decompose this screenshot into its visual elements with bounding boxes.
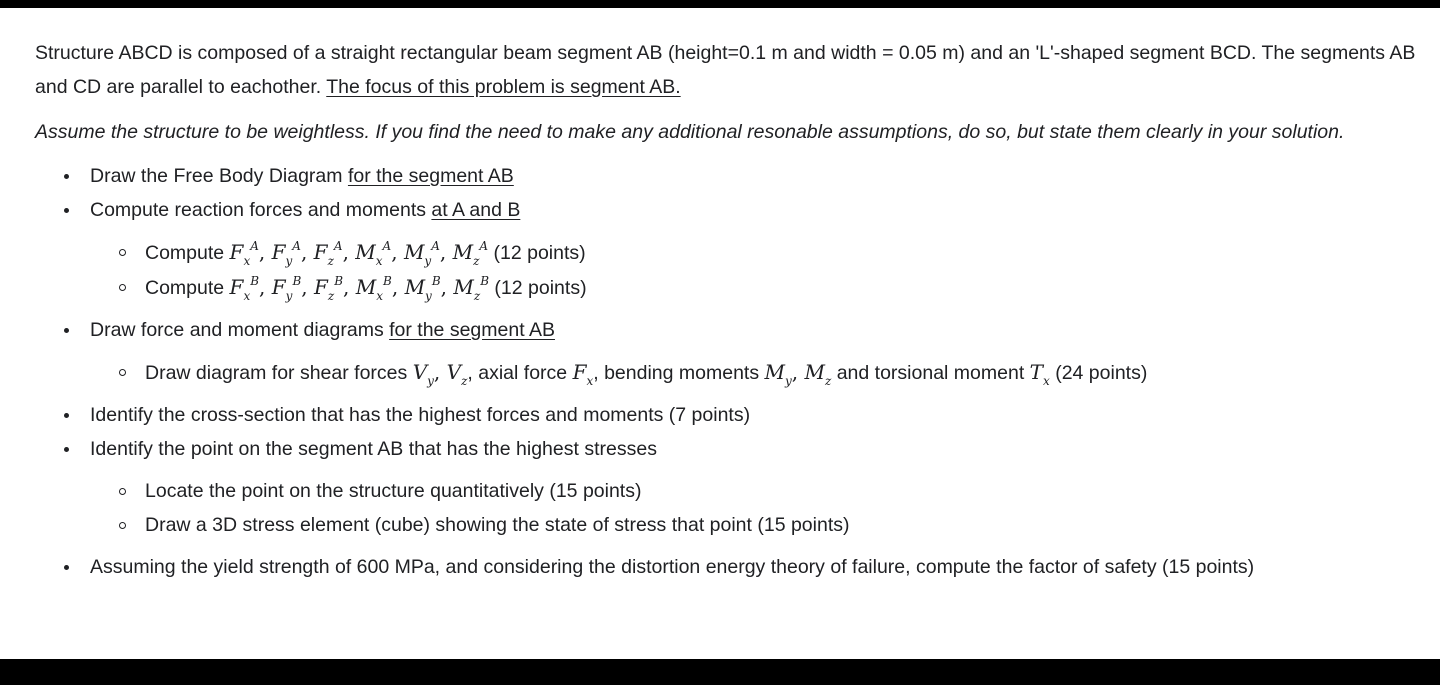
intro-text: Structure ABCD is composed of a straight rectangular beam segment AB (height=0.1 m and width = 0.05 m) and an 'L'-shaped segment BCD. The segments AB and CD are parallel to eachother. <box>35 42 1416 98</box>
assumption-paragraph: Assume the structure to be weightless. If you find the need to make any additional resonable assumptions, do so, but state them clearly in your solution. <box>35 121 1345 143</box>
list-item: Identify the point on the segment AB that has the highest stresses Locate the point on the structure quantitatively (15 points) Draw a 3D stress element (cube) showing the state of stress that point (15 points) <box>35 432 1430 542</box>
list-item: Assuming the yield strength of 600 MPa, and considering the distortion energy theory of failure, compute the factor of safety (15 points) <box>35 550 1430 584</box>
document-page <box>0 8 1440 659</box>
list-item: Identify the cross-section that has the highest forces and moments (7 points) <box>35 398 1430 432</box>
sub-task-list <box>90 474 1430 542</box>
math-reactions-a: $F_x^A$, $F_y^A$, $F_z^A$, $M_x^A$, $M_y^A$, $M_z^A$ <box>229 239 489 268</box>
list-item: Draw force and moment diagrams for the segment AB Draw diagram for shear forces $V_y$, $V_z$, axial force $F_x$, bending moments $M_y$, $M_z$ and torsional moment $T_x$ (24 points) <box>35 313 1430 390</box>
task-list <box>35 159 1430 584</box>
math-torsion: $T_x$ <box>1029 360 1050 388</box>
math-shear: $V_y$, $V_z$ <box>412 360 468 388</box>
sub-task-list <box>90 235 1430 305</box>
list-item: Draw the Free Body Diagram for the segment AB <box>35 159 1430 193</box>
list-item: Compute $F_x^A$, $F_y^A$, $F_z^A$, $M_x^A$, $M_y^A$, $M_z^A$ (12 points) <box>90 235 1430 270</box>
sub-task-list <box>90 355 1430 390</box>
list-item: Compute reaction forces and moments at A and B Compute $F_x^A$, $F_y^A$, $F_z^A$, $M_x^A$, $M_y^A$, $M_z^A$ (12 points) Compute $F_x^B$, $F_y^B$, $F_z^B$, $M_x^B$, $M_y^B$, $M_z^B$ (12 points) <box>35 193 1430 305</box>
math-reactions-b: $F_x^B$, $F_y^B$, $F_z^B$, $M_x^B$, $M_y^B$, $M_z^B$ <box>229 274 490 303</box>
list-item: Locate the point on the structure quantitatively (15 points) <box>90 474 1430 508</box>
problem-statement <box>35 36 1430 584</box>
math-axial: $F_x$ <box>572 360 594 388</box>
list-item: Compute $F_x^B$, $F_y^B$, $F_z^B$, $M_x^B$, $M_y^B$, $M_z^B$ (12 points) <box>90 270 1430 305</box>
math-bending: $M_y$, $M_z$ <box>764 360 832 388</box>
list-item: Draw diagram for shear forces $V_y$, $V_z$, axial force $F_x$, bending moments $M_y$, $M_z$ and torsional moment $T_x$ (24 points) <box>90 355 1430 390</box>
list-item: Draw a 3D stress element (cube) showing the state of stress that point (15 points) <box>90 508 1430 542</box>
intro-paragraph <box>35 36 1430 104</box>
focus-text: The focus of this problem is segment AB. <box>326 76 681 98</box>
